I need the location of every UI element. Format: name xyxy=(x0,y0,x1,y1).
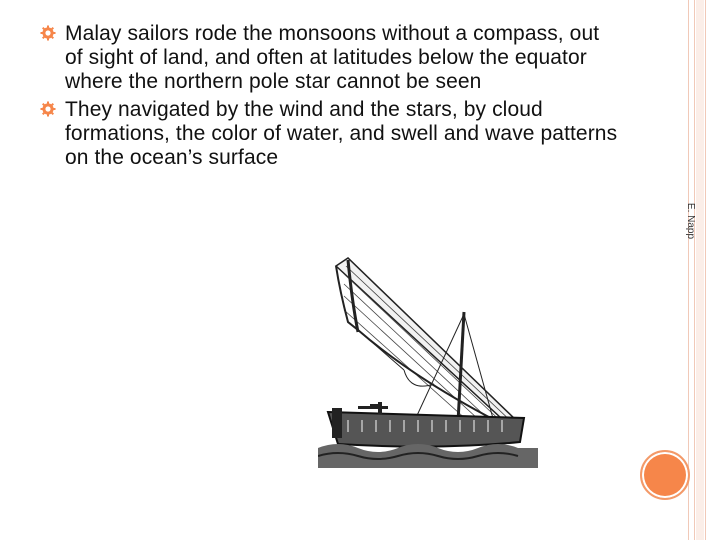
decorative-line xyxy=(688,0,689,540)
decorative-circle xyxy=(640,450,690,500)
bullet-item xyxy=(40,22,620,94)
decorative-bar xyxy=(696,0,704,540)
sailboat-illustration xyxy=(318,252,538,468)
bullet-text: They navigated by the wind and the stars, by cloud formations, the color of water, and swell and wave patterns on the ocean’s surface xyxy=(65,98,618,169)
gear-icon xyxy=(40,25,56,41)
gear-icon xyxy=(40,101,56,117)
decorative-line xyxy=(705,0,706,540)
author-label: E. Napp xyxy=(685,202,696,240)
bullet-list xyxy=(40,22,620,174)
decorative-line xyxy=(694,0,695,540)
bullet-text: Malay sailors rode the monsoons without a compass, out of sight of land, and often at latitudes below the equator where the northern pole star cannot be seen xyxy=(65,22,600,93)
bullet-item xyxy=(40,98,620,170)
